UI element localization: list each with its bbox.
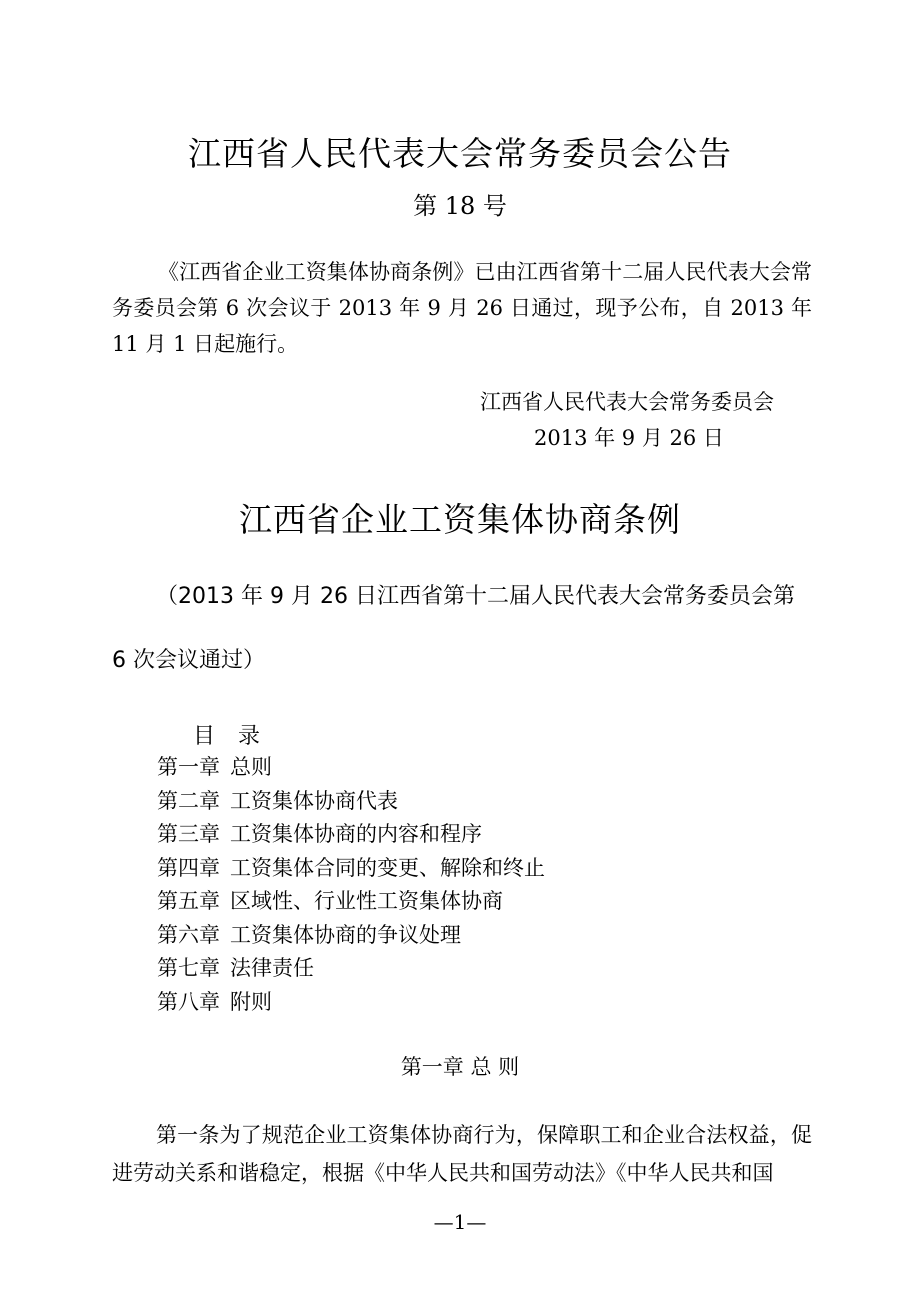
toc-chapter-number: 第八章 bbox=[157, 989, 220, 1014]
toc-chapter-title: 工资集体协商的争议处理 bbox=[230, 922, 461, 947]
announcement-number: 第 18 号 bbox=[413, 192, 507, 220]
article-paragraph: 第一条为了规范企业工资集体协商行为，保障职工和企业合法权益，促进劳动关系和谐稳定，根据《中华人民共和国劳动法》《中华人民共和国 bbox=[112, 1123, 812, 1185]
toc-chapter-number: 第五章 bbox=[157, 889, 220, 913]
announcement-body: 《江西省企业工资集体协商条例》已由江西省第十二届人民代表大会常务委员会第 6 次会议于 2013 年 9 月 26 日通过，现予公布，自 2013 年 11 月 1 日起施行。 bbox=[112, 260, 812, 356]
toc-item bbox=[157, 785, 545, 819]
toc-chapter-title: 工资集体协商的内容和程序 bbox=[230, 822, 482, 846]
law-passed-note: （2013 年 9 月 26 日江西省第十二届人民代表大会常务委员会第 6 次会议通过） bbox=[112, 584, 795, 673]
toc-chapter-title: 附则 bbox=[230, 989, 272, 1014]
toc-item bbox=[157, 885, 545, 919]
toc-chapter-number: 第六章 bbox=[157, 922, 220, 947]
toc-item bbox=[157, 751, 545, 785]
toc-chapter-title: 工资集体合同的变更、解除和终止 bbox=[230, 855, 545, 880]
toc-chapter-number: 第七章 bbox=[157, 956, 220, 980]
announcement-title: 江西省人民代表大会常务委员会公告 bbox=[188, 134, 732, 173]
chapter-heading: 第一章 总 则 bbox=[400, 1055, 520, 1079]
toc-chapter-title: 区域性、行业性工资集体协商 bbox=[230, 889, 503, 913]
signature-date: 2013 年 9 月 26 日 bbox=[534, 426, 724, 450]
toc-chapter-number: 第三章 bbox=[157, 822, 220, 846]
toc-chapter-title: 总则 bbox=[230, 755, 272, 779]
toc-item bbox=[157, 986, 545, 1020]
toc-chapter-title: 法律责任 bbox=[230, 956, 314, 980]
toc-item bbox=[157, 852, 545, 886]
toc-chapter-number: 第二章 bbox=[157, 788, 220, 813]
toc-chapter-title: 工资集体协商代表 bbox=[230, 788, 398, 813]
toc-item bbox=[157, 818, 545, 852]
signature-organization: 江西省人民代表大会常务委员会 bbox=[480, 390, 774, 414]
toc-item bbox=[157, 919, 545, 953]
toc-chapter-number: 第一章 bbox=[157, 755, 220, 779]
table-of-contents bbox=[157, 751, 545, 1019]
toc-chapter-number: 第四章 bbox=[157, 855, 220, 880]
page-number: —1— bbox=[433, 1210, 487, 1234]
toc-item bbox=[157, 952, 545, 986]
law-title: 江西省企业工资集体协商条例 bbox=[239, 500, 681, 539]
toc-heading: 目 录 bbox=[193, 724, 268, 749]
